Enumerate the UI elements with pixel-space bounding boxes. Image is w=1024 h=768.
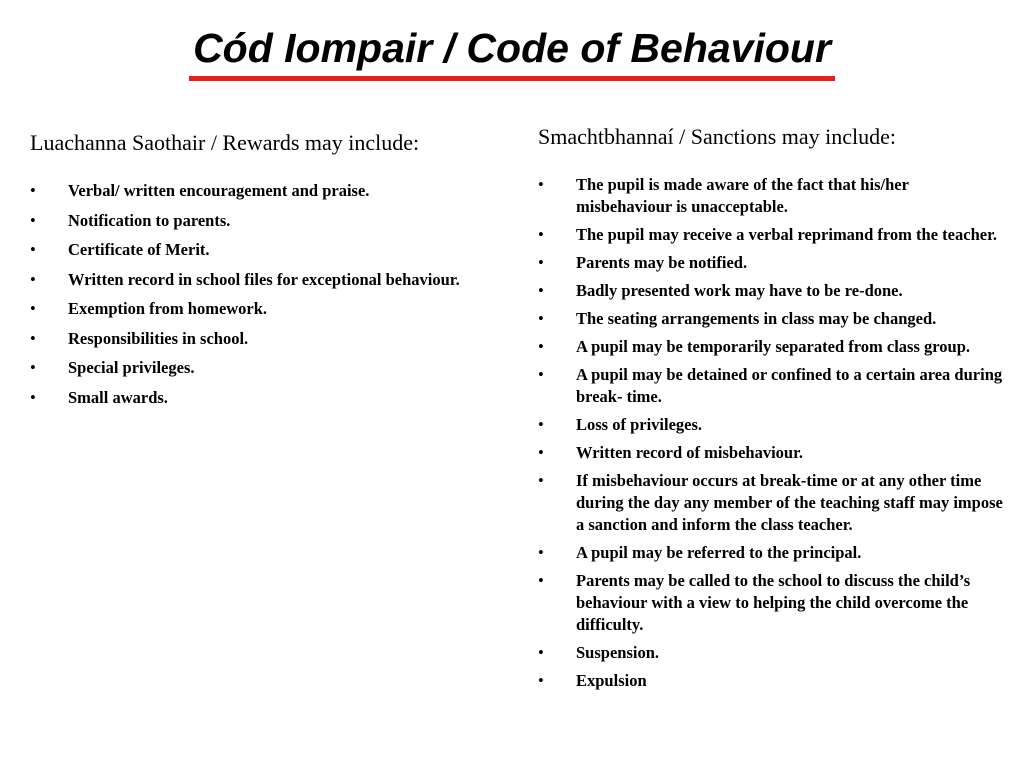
sanctions-item-text: A pupil may be temporarily separated from class group. [576,337,971,356]
list-item [30,386,470,410]
list-item [538,174,1004,218]
rewards-column [30,128,470,415]
list-item [30,297,470,321]
sanctions-item-text: The seating arrangements in class may be changed. [576,309,937,328]
rewards-item-text: Notification to parents. [68,210,231,230]
sanctions-item-text: The pupil is made aware of the fact that his/her misbehaviour is unacceptable. [576,175,909,216]
bullet-icon: • [538,365,544,384]
sanctions-heading: Smachtbhannaí / Sanctions may include: [538,124,897,149]
rewards-heading: Luachanna Saothair / Rewards may include: [30,130,420,155]
list-item [538,642,1004,664]
sanctions-item-text: If misbehaviour occurs at break-time or at any other time during the day any member of the teaching staff may impose a sanction and inform the class teacher. [576,471,1003,534]
bullet-icon: • [30,269,36,289]
list-item [538,224,1004,246]
list-item [30,179,470,203]
bullet-icon: • [30,299,36,318]
bullet-icon: • [538,571,544,590]
bullet-icon: • [30,328,36,348]
sanctions-item-text: A pupil may be detained or confined to a certain area during break- time. [576,365,1003,406]
sanctions-item-text: Parents may be notified. [576,253,748,272]
bullet-icon: • [538,671,544,690]
bullet-icon: • [30,387,36,407]
list-item [538,542,1004,564]
bullet-icon: • [30,181,36,200]
list-item [30,268,470,292]
list-item [538,670,1004,692]
bullet-icon: • [30,358,36,377]
list-item [30,238,470,262]
rewards-list [30,179,470,410]
bullet-icon: • [538,415,544,434]
sanctions-item-text: A pupil may be referred to the principal. [576,543,862,562]
bullet-icon: • [538,281,544,300]
list-item [538,252,1004,274]
list-item [538,364,1004,408]
bullet-icon: • [538,471,544,490]
rewards-item-text: Special privileges. [68,358,195,377]
bullet-icon: • [30,240,36,259]
sanctions-item-text: The pupil may receive a verbal reprimand from the teacher. [576,225,997,244]
bullet-icon: • [538,443,544,462]
slide-title [0,22,1024,81]
sanctions-item-text: Expulsion [576,671,647,690]
list-item [538,280,1004,302]
rewards-item-text: Responsibilities in school. [68,328,249,348]
rewards-item-text: Verbal/ written encouragement and praise. [68,181,370,200]
rewards-item-text: Exemption from homework. [68,299,268,318]
sanctions-item-text: Badly presented work may have to be re-done. [576,281,903,300]
sanctions-item-text: Loss of privileges. [576,415,703,434]
slide-title-text: Cód Iompair / Code of Behaviour [189,22,835,81]
bullet-icon: • [538,643,544,662]
bullet-icon: • [538,543,544,562]
list-item [538,470,1004,536]
list-item [30,209,470,233]
bullet-icon: • [538,337,544,356]
sanctions-list [538,174,1004,692]
rewards-item-text: Small awards. [68,387,168,407]
sanctions-column [538,122,1004,698]
bullet-icon: • [538,175,544,194]
list-item [538,336,1004,358]
sanctions-item-text: Written record of misbehaviour. [576,443,804,462]
list-item [538,308,1004,330]
sanctions-item-text: Parents may be called to the school to discuss the child’s behaviour with a view to helping the child overcome the difficulty. [576,571,971,634]
list-item [538,570,1004,636]
sanctions-item-text: Suspension. [576,643,660,662]
list-item [30,327,470,351]
bullet-icon: • [538,253,544,272]
bullet-icon: • [538,309,544,328]
bullet-icon: • [538,225,544,244]
list-item [538,414,1004,436]
list-item [538,442,1004,464]
rewards-item-text: Written record in school files for exceptional behaviour. [68,269,460,289]
list-item [30,356,470,380]
bullet-icon: • [30,210,36,230]
rewards-item-text: Certificate of Merit. [68,240,210,259]
